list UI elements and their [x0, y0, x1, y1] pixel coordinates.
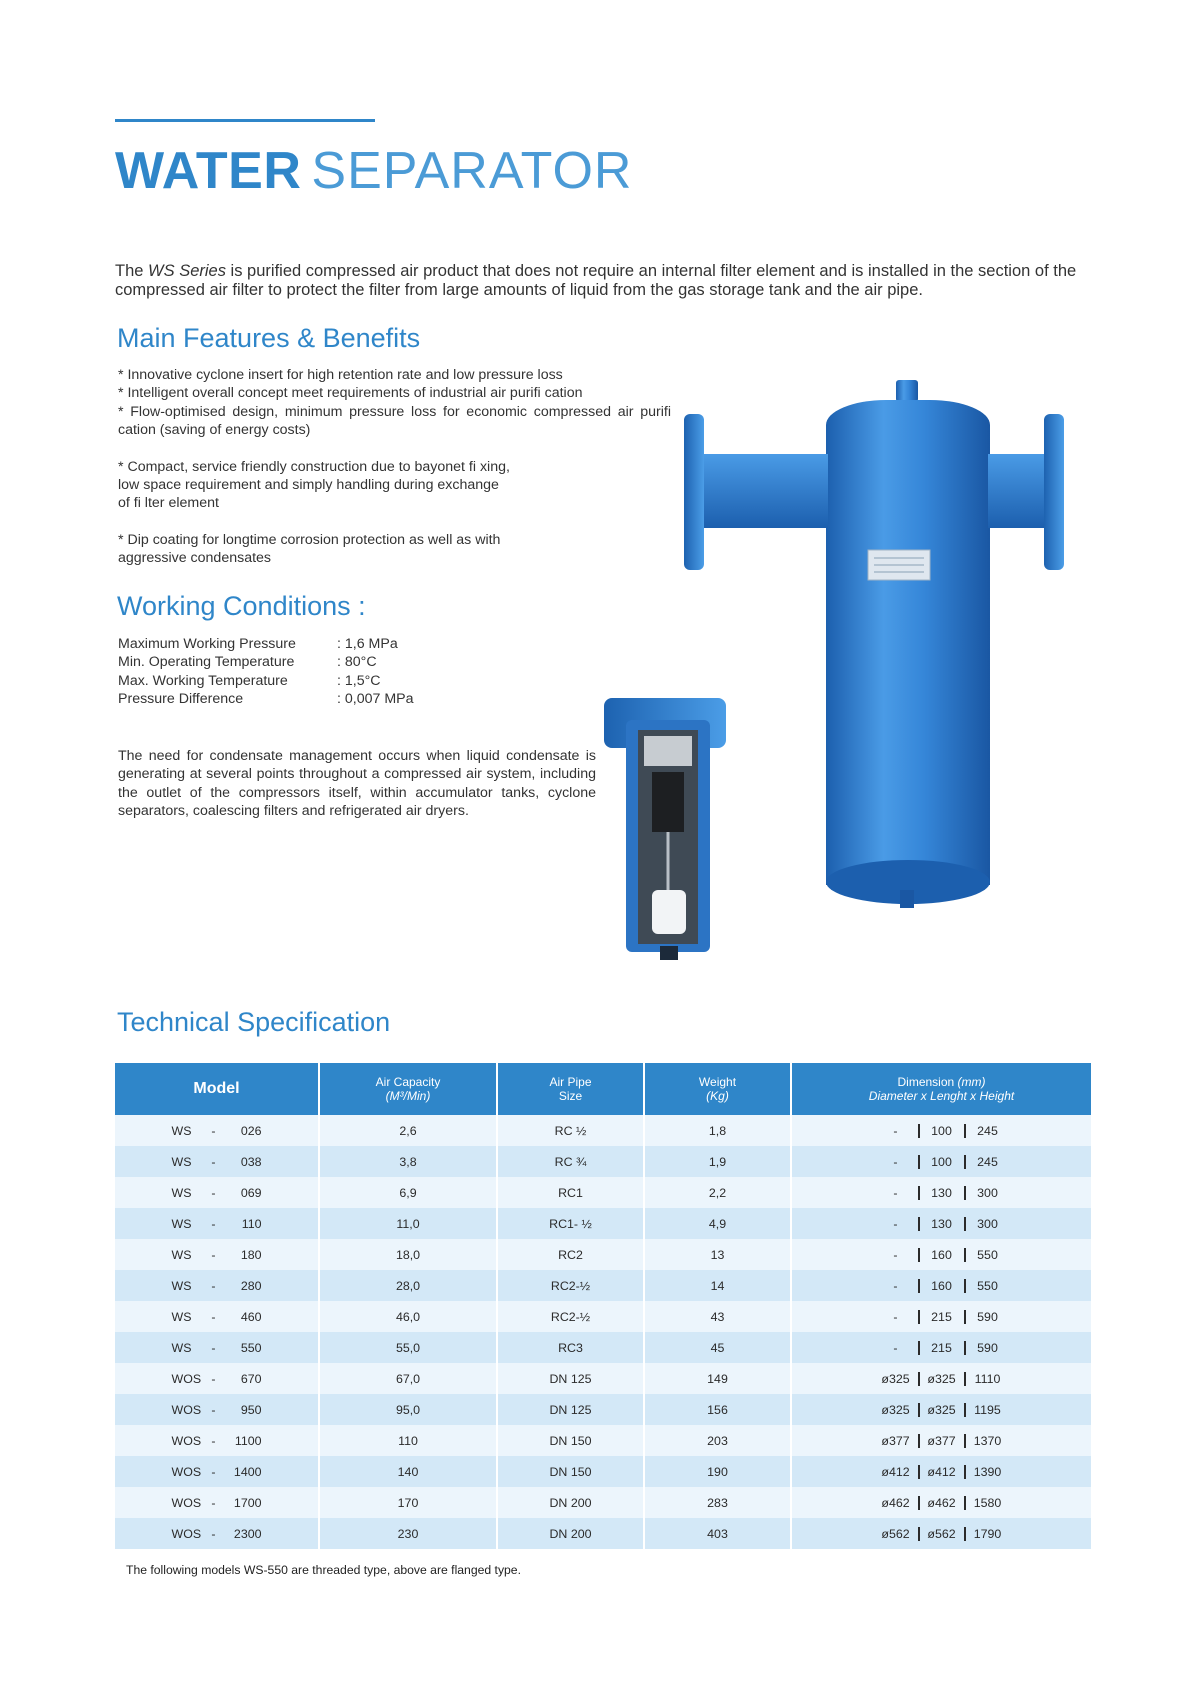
dim-length: 100: [931, 1123, 952, 1138]
model-series: WS: [171, 1309, 192, 1324]
dim-length: ø377: [927, 1433, 956, 1448]
dim-diameter: -: [893, 1340, 898, 1355]
page-title: [115, 140, 632, 202]
cell-dimension: [791, 1456, 1091, 1487]
condition-label: Max. Working Temperature: [118, 672, 288, 689]
condition-row: [118, 653, 414, 671]
cell-weight: 203: [644, 1425, 791, 1456]
cell-dimension: [791, 1146, 1091, 1177]
cell-pipe: RC2-½: [497, 1301, 644, 1332]
header-pipe: Air Pipe Size: [497, 1063, 644, 1115]
dim-height: 300: [977, 1216, 998, 1231]
cell-weight: 13: [644, 1239, 791, 1270]
dim-separator: [964, 1465, 966, 1479]
condition-row: [118, 690, 414, 708]
table-row: [115, 1146, 1091, 1177]
dim-separator: [918, 1403, 920, 1417]
cell-model: [115, 1487, 319, 1518]
working-conditions-list: [118, 635, 414, 709]
model-series: WOS: [171, 1402, 202, 1417]
table-row: [115, 1239, 1091, 1270]
condition-value: : 0,007 MPa: [337, 691, 414, 708]
cell-capacity: 18,0: [319, 1239, 497, 1270]
working-conditions-heading: Working Conditions :: [117, 591, 366, 621]
condition-label: Min. Operating Temperature: [118, 654, 295, 671]
cell-pipe: RC1- ½: [497, 1208, 644, 1239]
model-dash: -: [211, 1123, 216, 1138]
dim-diameter: ø377: [881, 1433, 910, 1448]
table-row: [115, 1425, 1091, 1456]
cell-capacity: 55,0: [319, 1332, 497, 1363]
condition-row: [118, 672, 414, 690]
dim-separator: [964, 1279, 966, 1293]
dim-height: 245: [977, 1123, 998, 1138]
dim-length: 160: [931, 1278, 952, 1293]
cell-model: [115, 1332, 319, 1363]
condition-value: : 1,5°C: [337, 672, 381, 689]
model-number: 1400: [233, 1464, 262, 1479]
intro-series: WS Series: [148, 262, 226, 280]
model-dash: -: [211, 1185, 216, 1200]
dim-diameter: ø325: [881, 1371, 910, 1386]
header-model: Model: [115, 1063, 319, 1115]
dim-separator: [964, 1527, 966, 1541]
cell-dimension: [791, 1394, 1091, 1425]
model-number: 038: [240, 1154, 262, 1169]
cell-weight: 1,8: [644, 1115, 791, 1146]
model-series: WS: [171, 1185, 192, 1200]
dim-length: ø562: [927, 1526, 956, 1541]
dim-height: 590: [977, 1309, 998, 1324]
condition-value: : 1,6 MPa: [337, 636, 398, 652]
dim-height: 550: [977, 1278, 998, 1293]
cell-capacity: 95,0: [319, 1394, 497, 1425]
dim-length: 215: [931, 1340, 952, 1355]
cell-model: [115, 1425, 319, 1456]
cell-weight: 2,2: [644, 1177, 791, 1208]
table-row: [115, 1332, 1091, 1363]
cell-capacity: 11,0: [319, 1208, 497, 1239]
title-rule: [115, 119, 375, 122]
cell-capacity: 28,0: [319, 1270, 497, 1301]
dim-length: 130: [931, 1185, 952, 1200]
dim-diameter: -: [893, 1247, 898, 1262]
table-row: [115, 1394, 1091, 1425]
table-row: [115, 1456, 1091, 1487]
table-row: [115, 1518, 1091, 1549]
dim-height: 1370: [973, 1433, 1002, 1448]
cell-capacity: 67,0: [319, 1363, 497, 1394]
dim-height: 1580: [973, 1495, 1002, 1510]
cell-capacity: 230: [319, 1518, 497, 1549]
cell-dimension: [791, 1239, 1091, 1270]
dim-height: 300: [977, 1185, 998, 1200]
dim-separator: [918, 1124, 920, 1138]
dim-height: 245: [977, 1154, 998, 1169]
cell-weight: 149: [644, 1363, 791, 1394]
cell-capacity: 46,0: [319, 1301, 497, 1332]
cell-model: [115, 1115, 319, 1146]
dim-separator: [964, 1186, 966, 1200]
dim-separator: [964, 1217, 966, 1231]
cell-weight: 43: [644, 1301, 791, 1332]
dim-length: 130: [931, 1216, 952, 1231]
feature-line: * Flow-optimised design, minimum pressure loss for economic compressed air purifi cation (saving of energy costs): [118, 403, 671, 439]
model-dash: -: [211, 1371, 216, 1386]
model-number: 2300: [233, 1526, 262, 1541]
cell-pipe: DN 200: [497, 1518, 644, 1549]
table-row: [115, 1301, 1091, 1332]
dim-separator: [964, 1341, 966, 1355]
model-dash: -: [211, 1433, 216, 1448]
table-row: [115, 1487, 1091, 1518]
model-series: WS: [171, 1216, 192, 1231]
model-dash: -: [211, 1526, 216, 1541]
dim-length: 215: [931, 1309, 952, 1324]
header-dimension: Dimension (mm) Diameter x Lenght x Height: [791, 1063, 1091, 1115]
dim-height: 550: [977, 1247, 998, 1262]
condition-label: Maximum Working Pressure: [118, 636, 296, 652]
dim-height: 1390: [973, 1464, 1002, 1479]
cell-dimension: [791, 1115, 1091, 1146]
model-number: 1100: [234, 1433, 262, 1448]
cell-pipe: DN 125: [497, 1363, 644, 1394]
cell-pipe: RC ½: [497, 1115, 644, 1146]
feature-line: low space requirement and simply handling during exchange: [118, 477, 499, 494]
dim-separator: [964, 1124, 966, 1138]
dim-diameter: -: [893, 1123, 898, 1138]
cell-model: [115, 1394, 319, 1425]
condensate-paragraph: The need for condensate management occurs when liquid condensate is generating at several points throughout a compressed air system, including the outlet of the compressors itself, within accumulator tanks, cyclone separators, coalescing filters and refrigerated air dryers.: [118, 748, 596, 820]
cell-pipe: RC3: [497, 1332, 644, 1363]
spec-header-row: [115, 1063, 1091, 1115]
model-dash: -: [211, 1216, 216, 1231]
dim-diameter: -: [893, 1154, 898, 1169]
dim-length: ø462: [927, 1495, 956, 1510]
table-row: [115, 1208, 1091, 1239]
cell-model: [115, 1146, 319, 1177]
dim-height: 1195: [974, 1402, 1001, 1417]
model-dash: -: [211, 1247, 216, 1262]
model-number: 180: [240, 1247, 262, 1262]
cell-model: [115, 1301, 319, 1332]
dim-length: ø412: [927, 1464, 956, 1479]
model-dash: -: [211, 1464, 216, 1479]
model-dash: -: [211, 1154, 216, 1169]
features-heading: Main Features & Benefits: [117, 323, 421, 353]
dim-separator: [918, 1465, 920, 1479]
model-number: 110: [241, 1216, 262, 1231]
cell-dimension: [791, 1270, 1091, 1301]
model-number: 670: [240, 1371, 262, 1386]
cell-dimension: [791, 1425, 1091, 1456]
cell-dimension: [791, 1301, 1091, 1332]
dim-diameter: -: [893, 1309, 898, 1324]
dim-separator: [918, 1217, 920, 1231]
feature-line: * Compact, service friendly construction due to bayonet fi xing,: [118, 458, 510, 475]
model-dash: -: [211, 1340, 216, 1355]
cell-pipe: DN 200: [497, 1487, 644, 1518]
dim-separator: [964, 1155, 966, 1169]
cell-pipe: DN 150: [497, 1456, 644, 1487]
dim-diameter: -: [893, 1278, 898, 1293]
table-row: [115, 1115, 1091, 1146]
dim-separator: [918, 1248, 920, 1262]
model-number: 950: [240, 1402, 262, 1417]
product-image: [600, 370, 1100, 990]
cell-dimension: [791, 1518, 1091, 1549]
table-row: [115, 1177, 1091, 1208]
header-capacity: Air Capacity (M³/Min): [319, 1063, 497, 1115]
dim-length: 160: [931, 1247, 952, 1262]
dim-separator: [918, 1434, 920, 1448]
cell-dimension: [791, 1208, 1091, 1239]
dim-separator: [918, 1279, 920, 1293]
dim-length: 100: [931, 1154, 952, 1169]
cell-pipe: RC1: [497, 1177, 644, 1208]
cell-weight: 4,9: [644, 1208, 791, 1239]
model-number: 550: [240, 1340, 262, 1355]
model-number: 026: [240, 1123, 262, 1138]
cell-weight: 403: [644, 1518, 791, 1549]
condition-value: : 80°C: [337, 654, 377, 671]
dim-separator: [964, 1310, 966, 1324]
model-dash: -: [211, 1402, 216, 1417]
condition-row: [118, 635, 414, 653]
dim-diameter: -: [893, 1216, 898, 1231]
cell-model: [115, 1456, 319, 1487]
dim-separator: [918, 1341, 920, 1355]
model-series: WOS: [171, 1371, 202, 1386]
page-title-bold: WATER: [115, 142, 302, 200]
model-number: 280: [240, 1278, 262, 1293]
cell-weight: 283: [644, 1487, 791, 1518]
feature-line: aggressive condensates: [118, 550, 272, 567]
cell-dimension: [791, 1487, 1091, 1518]
page-title-light: SEPARATOR: [311, 142, 633, 200]
model-dash: -: [211, 1495, 216, 1510]
model-series: WS: [171, 1340, 192, 1355]
cell-model: [115, 1270, 319, 1301]
model-series: WS: [171, 1278, 192, 1293]
cell-dimension: [791, 1177, 1091, 1208]
cell-model: [115, 1363, 319, 1394]
cell-model: [115, 1177, 319, 1208]
model-number: 069: [240, 1185, 262, 1200]
cell-weight: 1,9: [644, 1146, 791, 1177]
cell-model: [115, 1518, 319, 1549]
header-weight: Weight (Kg): [644, 1063, 791, 1115]
dim-separator: [964, 1496, 966, 1510]
cell-dimension: [791, 1332, 1091, 1363]
dim-separator: [918, 1186, 920, 1200]
model-series: WS: [171, 1247, 192, 1262]
table-row: [115, 1270, 1091, 1301]
model-series: WS: [171, 1123, 192, 1138]
cell-model: [115, 1208, 319, 1239]
cell-capacity: 110: [319, 1425, 497, 1456]
dim-separator: [918, 1310, 920, 1324]
cell-capacity: 140: [319, 1456, 497, 1487]
cell-capacity: 6,9: [319, 1177, 497, 1208]
dim-height: 590: [977, 1340, 998, 1355]
dim-separator: [918, 1372, 920, 1386]
cell-weight: 156: [644, 1394, 791, 1425]
model-series: WS: [171, 1154, 192, 1169]
condition-label: Pressure Difference: [118, 691, 244, 708]
intro-prefix: The: [115, 262, 149, 280]
cell-capacity: 3,8: [319, 1146, 497, 1177]
dim-separator: [964, 1434, 966, 1448]
dim-length: ø325: [927, 1402, 956, 1417]
cell-pipe: RC ¾: [497, 1146, 644, 1177]
cell-pipe: DN 150: [497, 1425, 644, 1456]
table-footnote: The following models WS-550 are threaded type, above are flanged type.: [126, 1563, 521, 1577]
dim-diameter: ø412: [881, 1464, 910, 1479]
dim-diameter: ø462: [881, 1495, 910, 1510]
intro-text: is purified compressed air product that does not require an internal filter element and is installed in the section of the compressed air filter to protect the filter from large amounts of liquid from the gas storage tank and the air pipe.: [115, 262, 1077, 299]
cell-pipe: RC2: [497, 1239, 644, 1270]
cell-capacity: 2,6: [319, 1115, 497, 1146]
dim-separator: [918, 1527, 920, 1541]
feature-line: * Innovative cyclone insert for high retention rate and low pressure loss: [118, 367, 563, 383]
cutaway-filter-illustration: [604, 698, 726, 960]
model-series: WOS: [171, 1464, 202, 1479]
spec-heading: Technical Specification: [117, 1007, 391, 1037]
cell-weight: 45: [644, 1332, 791, 1363]
table-row: [115, 1363, 1091, 1394]
model-dash: -: [211, 1278, 216, 1293]
feature-line: * Intelligent overall concept meet requirements of industrial air purifi cation: [118, 385, 583, 402]
dim-height: 1790: [973, 1526, 1002, 1541]
cell-capacity: 170: [319, 1487, 497, 1518]
dim-separator: [964, 1372, 966, 1386]
cell-model: [115, 1239, 319, 1270]
cell-pipe: DN 125: [497, 1394, 644, 1425]
dim-separator: [918, 1496, 920, 1510]
cell-dimension: [791, 1363, 1091, 1394]
feature-line: of fi lter element: [118, 495, 219, 512]
model-number: 460: [240, 1309, 262, 1324]
cell-weight: 14: [644, 1270, 791, 1301]
dim-length: ø325: [927, 1371, 956, 1386]
dim-diameter: ø325: [881, 1402, 910, 1417]
dim-separator: [964, 1403, 966, 1417]
model-series: WOS: [171, 1495, 202, 1510]
model-dash: -: [211, 1309, 216, 1324]
dim-diameter: ø562: [881, 1526, 910, 1541]
model-series: WOS: [171, 1526, 202, 1541]
model-number: 1700: [233, 1495, 262, 1510]
spec-table: [115, 1063, 1091, 1549]
cell-weight: 190: [644, 1456, 791, 1487]
cell-pipe: RC2-½: [497, 1270, 644, 1301]
model-series: WOS: [171, 1433, 202, 1448]
feature-line: * Dip coating for longtime corrosion protection as well as with: [118, 531, 501, 548]
intro-paragraph: [115, 262, 1105, 300]
dim-separator: [964, 1248, 966, 1262]
dim-height: 1110: [974, 1371, 1001, 1386]
features-list: [118, 366, 671, 568]
dim-diameter: -: [893, 1185, 898, 1200]
dim-separator: [918, 1155, 920, 1169]
separator-tank-illustration: [684, 380, 1064, 908]
